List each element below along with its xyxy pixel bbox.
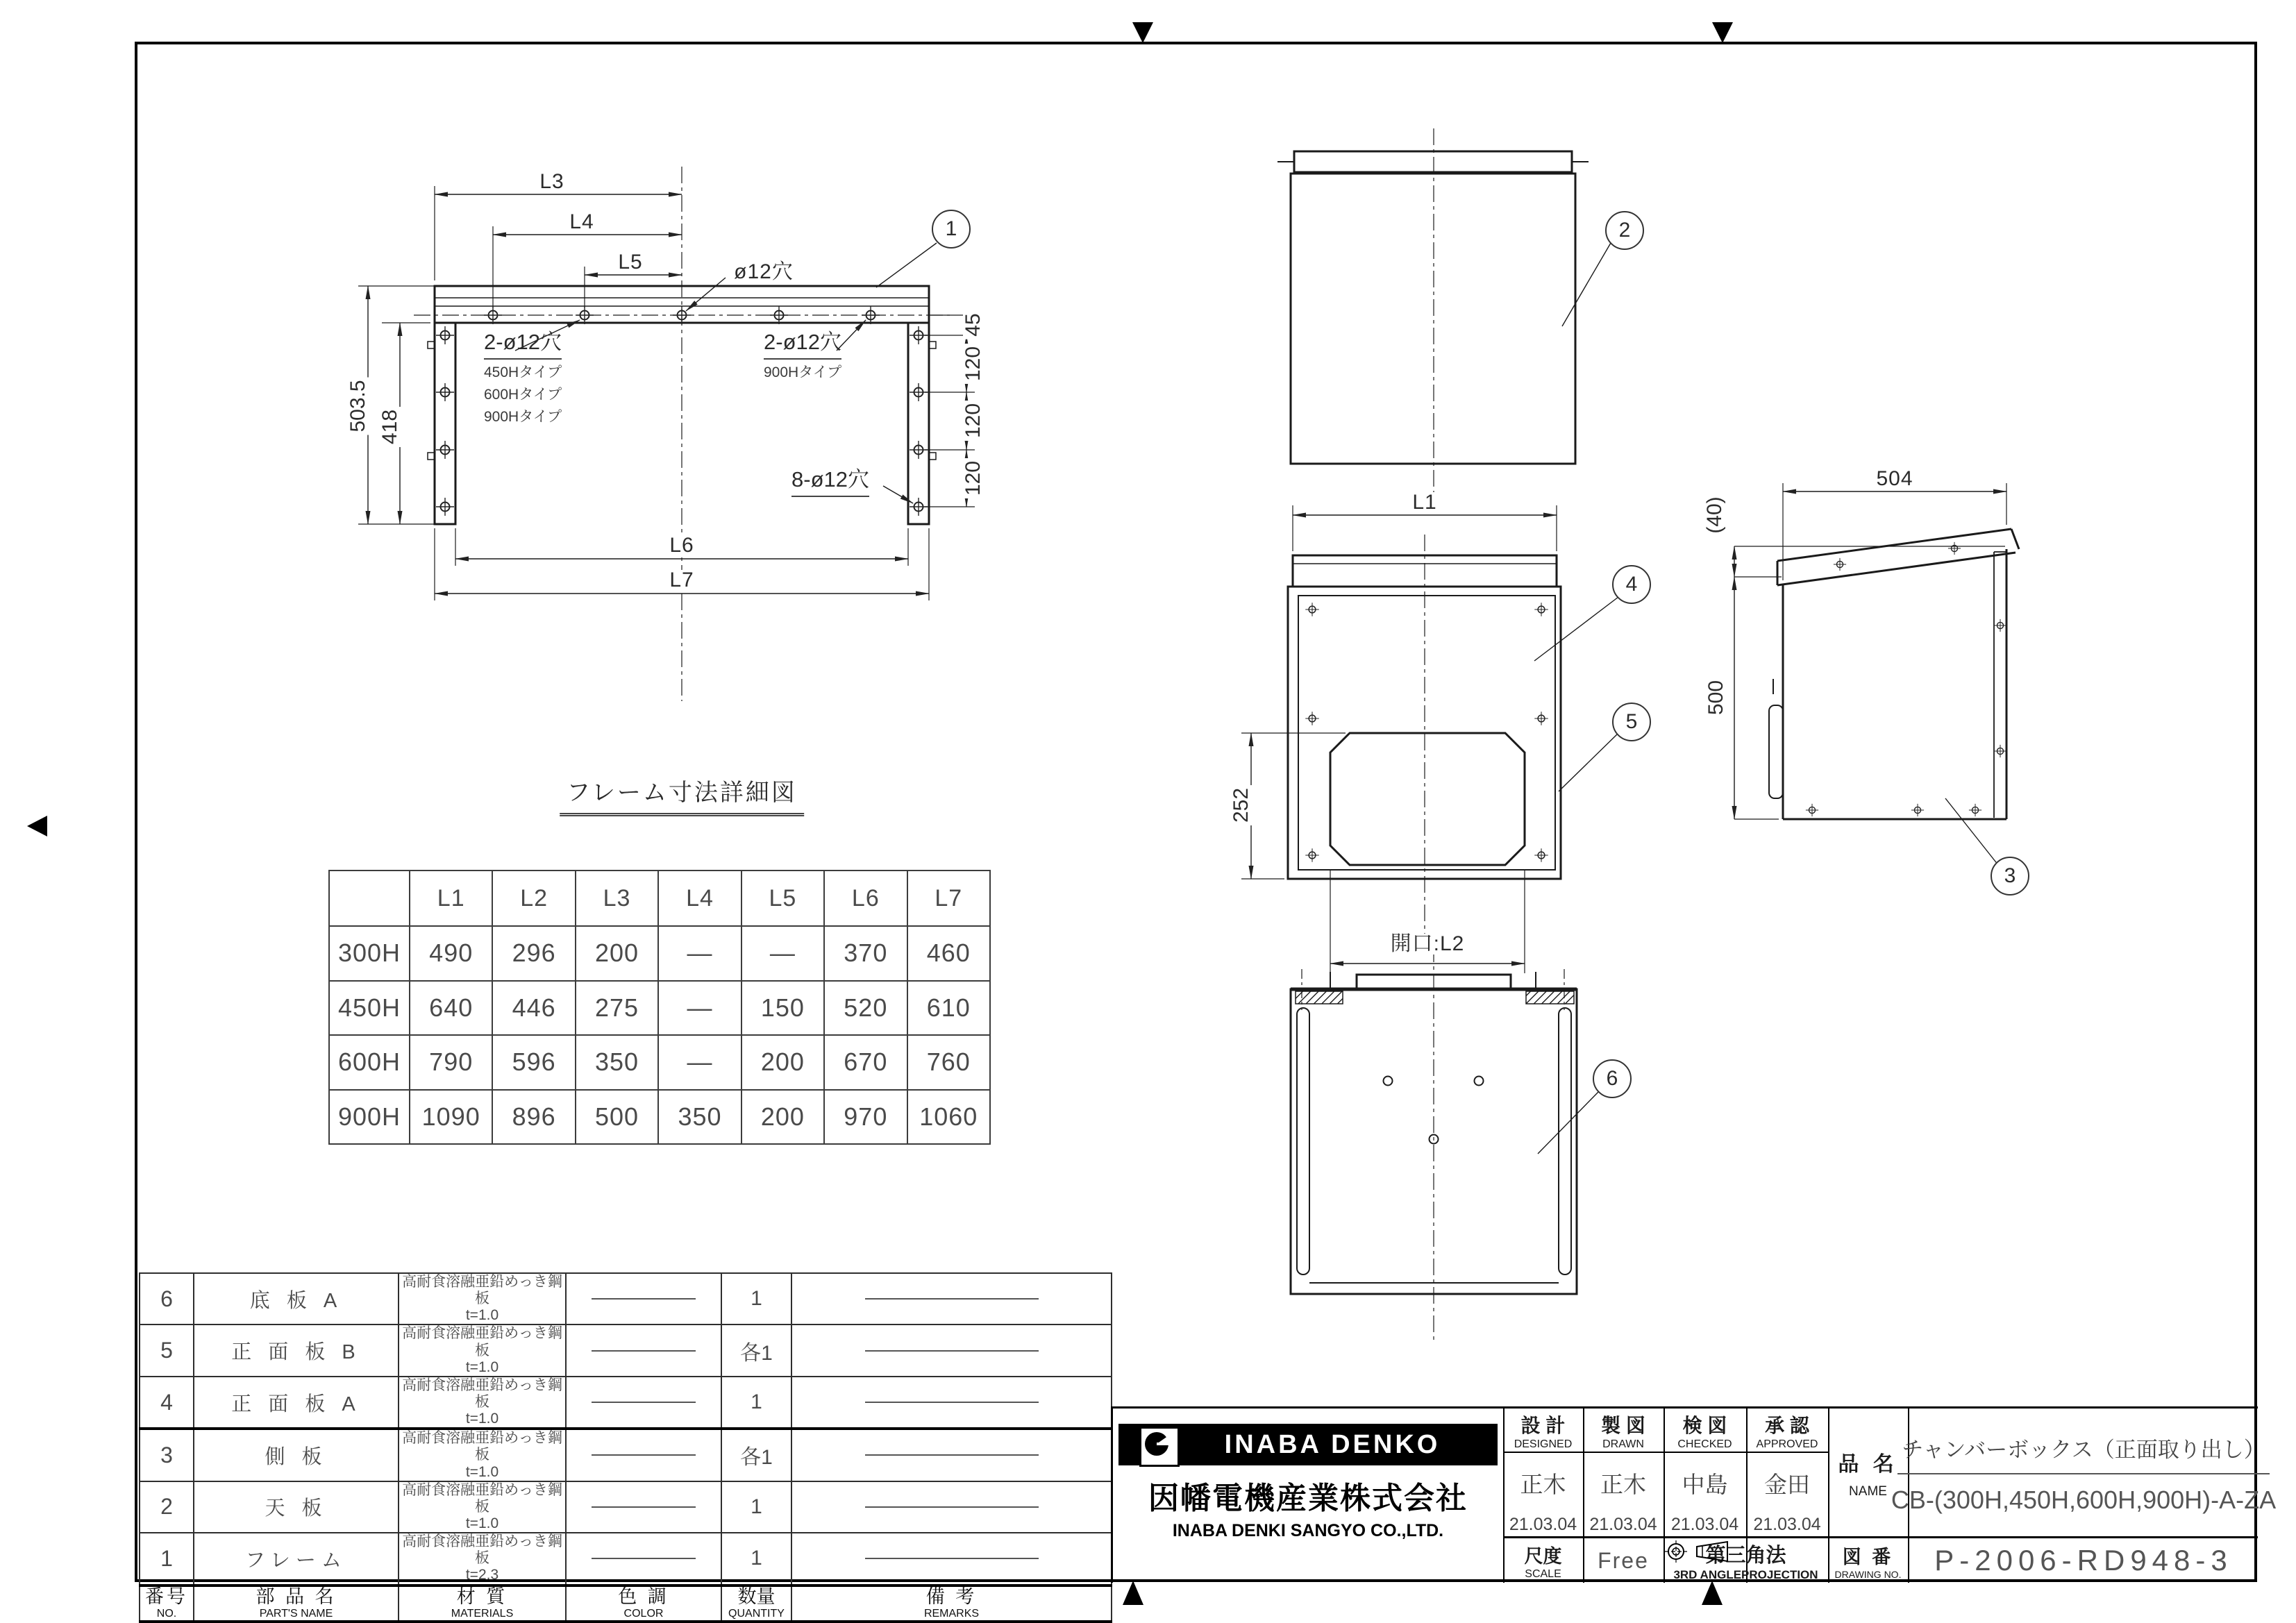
size-cell: 370 xyxy=(824,926,907,981)
part-thickness: t=2.3 xyxy=(465,1567,499,1583)
size-cell: ― xyxy=(658,926,741,981)
dim-label-l4: L4 xyxy=(567,212,596,233)
name-text: 正木 xyxy=(1520,1472,1566,1497)
hdr-en: DRAWN xyxy=(1602,1438,1644,1450)
product-code: CB-(300H,450H,600H,900H)-A-ZA xyxy=(1891,1485,2277,1514)
size-col-header: L4 xyxy=(658,871,741,926)
dash-line xyxy=(865,1402,1039,1403)
part-color xyxy=(566,1273,721,1325)
hole-callout-top: ø12穴 xyxy=(731,262,796,283)
part-remarks xyxy=(791,1429,1112,1481)
size-col-header: L1 xyxy=(410,871,492,926)
scale-label xyxy=(1503,1538,1583,1583)
dash-line xyxy=(865,1350,1039,1352)
approved-name xyxy=(1746,1464,1828,1502)
part-material xyxy=(399,1481,566,1533)
date-text: 21.03.04 xyxy=(1509,1514,1577,1534)
dwgno-label xyxy=(1828,1538,1908,1583)
callout-right-title: 2-ø12穴 xyxy=(764,329,841,360)
dim-label-418: 418 xyxy=(380,407,401,447)
size-cell: 200 xyxy=(576,926,658,981)
size-cell: 500 xyxy=(576,1090,658,1145)
callout-left-type: 600Hタイプ xyxy=(484,387,562,403)
header-checked xyxy=(1664,1410,1746,1452)
scale-value-text: Free xyxy=(1598,1547,1649,1573)
part-material xyxy=(399,1533,566,1585)
size-cell: 610 xyxy=(907,981,990,1036)
date-text: 21.03.04 xyxy=(1589,1514,1657,1534)
hdr-jp: 部 品 名 xyxy=(255,1586,337,1607)
header-drawn xyxy=(1583,1410,1664,1452)
parts-row-6 xyxy=(140,1273,1112,1325)
product-name: チャンバーボックス（正面取り出し） xyxy=(1897,1432,2270,1474)
scale-jp: 尺度 xyxy=(1524,1545,1562,1567)
hdr-jp: 承 認 xyxy=(1765,1415,1809,1436)
part-no: 2 xyxy=(140,1481,194,1533)
part-thickness: t=1.0 xyxy=(465,1359,499,1375)
part-qty: 各1 xyxy=(721,1325,791,1376)
part-qty: 1 xyxy=(721,1533,791,1585)
hdr-jp: 検 図 xyxy=(1682,1415,1727,1436)
part-material-text: 高耐食溶融亜鉛めっき鋼板 xyxy=(402,1481,562,1515)
part-no: 3 xyxy=(140,1429,194,1481)
hdr-jp: 設 計 xyxy=(1520,1415,1566,1436)
size-cell: 640 xyxy=(410,981,492,1036)
dim-label-l6: L6 xyxy=(667,535,696,556)
name-label-jp: 品 名 xyxy=(1838,1453,1898,1476)
checked-name xyxy=(1664,1464,1746,1502)
balloon-6: 6 xyxy=(1593,1059,1632,1098)
part-name: 底 板 A xyxy=(194,1273,399,1325)
size-cell: 200 xyxy=(741,1090,824,1145)
part-color xyxy=(566,1377,721,1429)
size-col-header: L6 xyxy=(824,871,907,926)
callout-right xyxy=(764,329,841,382)
top-view xyxy=(1277,128,1611,507)
parts-header-remarks xyxy=(791,1586,1112,1622)
part-remarks xyxy=(791,1325,1112,1376)
projection-en: 3RD ANGLEPROJECTION xyxy=(1673,1567,1818,1581)
part-no: 5 xyxy=(140,1325,194,1376)
checked-date xyxy=(1664,1513,1746,1536)
size-col-header: L7 xyxy=(907,871,990,926)
hdr-jp: 番号 xyxy=(145,1586,188,1607)
size-cell: 350 xyxy=(658,1090,741,1145)
hdr-jp: 備 考 xyxy=(925,1586,978,1607)
size-col-header: L2 xyxy=(492,871,575,926)
parts-header-color xyxy=(566,1586,721,1622)
dash-line xyxy=(865,1506,1039,1508)
part-material xyxy=(399,1273,566,1325)
hdr-en: REMARKS xyxy=(923,1608,980,1620)
size-cell: 670 xyxy=(824,1035,907,1090)
size-row-450h xyxy=(329,981,990,1036)
size-cell: 490 xyxy=(410,926,492,981)
dim-label-120: 120 xyxy=(963,401,984,441)
size-cell: 790 xyxy=(410,1035,492,1090)
designed-date xyxy=(1503,1513,1583,1536)
scale-en: SCALE xyxy=(1525,1567,1561,1580)
size-col-header: L3 xyxy=(576,871,658,926)
size-cell: ― xyxy=(741,926,824,981)
size-cell: 596 xyxy=(492,1035,575,1090)
size-cell: 350 xyxy=(576,1035,658,1090)
hdr-jp: 材 質 xyxy=(456,1586,508,1607)
callout-bottom xyxy=(791,466,869,497)
part-remarks xyxy=(791,1273,1112,1325)
parts-row-2 xyxy=(140,1481,1112,1533)
dash-line xyxy=(592,1558,696,1559)
part-color xyxy=(566,1481,721,1533)
size-cell: 520 xyxy=(824,981,907,1036)
parts-row-3 xyxy=(140,1429,1112,1481)
balloon-3: 3 xyxy=(1991,857,2029,895)
hdr-en: CHECKED xyxy=(1677,1438,1732,1450)
drawing-number-cell xyxy=(1909,1538,2258,1583)
part-remarks xyxy=(791,1481,1112,1533)
product-name-cell xyxy=(1891,1408,2277,1538)
size-cell: 275 xyxy=(576,981,658,1036)
dim-label-l3: L3 xyxy=(537,171,567,192)
hdr-en: MATERIALS xyxy=(451,1608,514,1620)
company-jp-text: 因幡電機産業株式会社 xyxy=(1148,1481,1468,1515)
size-cell: 200 xyxy=(741,1035,824,1090)
parts-row-5 xyxy=(140,1325,1112,1376)
part-name: 正 面 板 A xyxy=(194,1377,399,1429)
size-col-header: L5 xyxy=(741,871,824,926)
projection-jp: 第三角法 xyxy=(1705,1544,1786,1567)
part-qty: 1 xyxy=(721,1481,791,1533)
inaba-logo-icon xyxy=(1139,1427,1180,1467)
dwgno-jp: 図 番 xyxy=(1842,1546,1894,1567)
size-cell: 460 xyxy=(907,926,990,981)
size-row-label: 900H xyxy=(329,1090,410,1145)
part-qty: 各1 xyxy=(721,1429,791,1481)
part-thickness: t=1.0 xyxy=(465,1411,499,1427)
name-text: 正木 xyxy=(1600,1472,1646,1497)
part-material-text: 高耐食溶融亜鉛めっき鋼板 xyxy=(402,1430,562,1463)
balloon-4: 4 xyxy=(1612,565,1651,604)
part-color xyxy=(566,1533,721,1585)
size-row-label: 300H xyxy=(329,926,410,981)
frame-detail-view xyxy=(358,167,975,701)
callout-left-title: 2-ø12穴 xyxy=(484,329,562,360)
dim-label-120: 120 xyxy=(963,458,984,498)
name-text: 金田 xyxy=(1764,1472,1810,1497)
side-view xyxy=(1734,483,2019,865)
balloon-1: 1 xyxy=(932,210,971,249)
frame-view-caption: フレーム寸法詳細図 xyxy=(560,773,804,816)
size-cell: 296 xyxy=(492,926,575,981)
size-row-900h xyxy=(329,1090,990,1145)
part-color xyxy=(566,1325,721,1376)
callout-left xyxy=(484,329,562,427)
header-designed xyxy=(1503,1410,1583,1452)
size-cell: ― xyxy=(658,981,741,1036)
drawing-number: P-2006-RD948-3 xyxy=(1934,1544,2233,1576)
company-en-text: INABA DENKI SANGYO CO.,LTD. xyxy=(1172,1520,1444,1540)
inaba-denko-logo-text: INABA DENKO xyxy=(1224,1429,1441,1459)
size-cell: 1060 xyxy=(907,1090,990,1145)
date-text: 21.03.04 xyxy=(1670,1514,1739,1534)
size-table-corner xyxy=(329,871,410,926)
drawn-name xyxy=(1583,1464,1664,1502)
date-text: 21.03.04 xyxy=(1753,1514,1821,1534)
callout-right-type: 900Hタイプ xyxy=(764,364,842,380)
hdr-jp: 色 調 xyxy=(618,1586,669,1607)
part-qty: 1 xyxy=(721,1273,791,1325)
hdr-jp: 数量 xyxy=(737,1586,776,1607)
part-material xyxy=(399,1429,566,1481)
part-color xyxy=(566,1429,721,1481)
scale-value xyxy=(1583,1538,1664,1583)
dim-label-opening-l2: 開口:L2 xyxy=(1388,934,1468,955)
parts-row-4 xyxy=(140,1377,1112,1429)
dim-label-l7: L7 xyxy=(667,570,696,591)
drawn-date xyxy=(1583,1513,1664,1536)
dim-label-503-5: 503.5 xyxy=(348,377,369,435)
hdr-jp: 製 図 xyxy=(1601,1415,1645,1436)
part-remarks xyxy=(791,1377,1112,1429)
title-block xyxy=(1111,1406,2277,1583)
parts-header-row xyxy=(140,1586,1112,1622)
dim-label-504: 504 xyxy=(1873,469,1916,489)
part-no: 1 xyxy=(140,1533,194,1585)
size-row-300h xyxy=(329,926,990,981)
part-thickness: t=1.0 xyxy=(465,1307,499,1324)
size-cell: 446 xyxy=(492,981,575,1036)
size-cell: 760 xyxy=(907,1035,990,1090)
part-no: 4 xyxy=(140,1377,194,1429)
company-name-en xyxy=(1113,1518,1503,1543)
dim-label-120: 120 xyxy=(963,344,984,384)
dim-label-40: (40) xyxy=(1704,494,1725,536)
part-material xyxy=(399,1325,566,1376)
parts-header-no xyxy=(140,1586,194,1622)
name-text: 中島 xyxy=(1682,1472,1728,1497)
parts-table xyxy=(139,1272,1112,1623)
designed-name xyxy=(1503,1464,1583,1502)
dash-line xyxy=(865,1558,1039,1559)
part-name: フレーム xyxy=(194,1533,399,1585)
dwgno-en: DRAWING NO. xyxy=(1834,1568,1902,1580)
name-label xyxy=(1828,1408,1908,1538)
size-row-label: 450H xyxy=(329,981,410,1036)
parts-header-qty xyxy=(721,1586,791,1622)
company-name-jp xyxy=(1113,1474,1503,1516)
dim-label-l1: L1 xyxy=(1409,492,1439,513)
part-material-text: 高耐食溶融亜鉛めっき鋼板 xyxy=(402,1377,562,1410)
size-cell: 150 xyxy=(741,981,824,1036)
dash-line xyxy=(865,1298,1039,1300)
parts-header-material xyxy=(399,1586,566,1622)
dim-label-252: 252 xyxy=(1231,785,1252,825)
part-thickness: t=1.0 xyxy=(465,1463,499,1480)
part-material-text: 高耐食溶融亜鉛めっき鋼板 xyxy=(402,1325,562,1359)
part-material xyxy=(399,1377,566,1429)
balloon-2: 2 xyxy=(1605,211,1644,250)
dim-label-l5: L5 xyxy=(615,252,645,273)
size-cell: 970 xyxy=(824,1090,907,1145)
dash-line xyxy=(592,1454,696,1456)
part-thickness: t=1.0 xyxy=(465,1515,499,1531)
size-cell: 896 xyxy=(492,1090,575,1145)
part-name: 側 板 xyxy=(194,1429,399,1481)
front-view xyxy=(1241,505,1618,973)
hdr-en: DESIGNED xyxy=(1514,1438,1573,1450)
hdr-en: COLOR xyxy=(623,1608,664,1620)
name-label-en: NAME xyxy=(1849,1484,1887,1499)
size-row-label: 600H xyxy=(329,1035,410,1090)
hdr-en: QUANTITY xyxy=(728,1608,785,1620)
hdr-en: PART'S NAME xyxy=(259,1608,333,1620)
hdr-en: NO. xyxy=(156,1608,177,1620)
part-qty: 1 xyxy=(721,1377,791,1429)
callout-left-type: 450Hタイプ xyxy=(484,364,562,380)
parts-row-1 xyxy=(140,1533,1112,1585)
size-row-600h xyxy=(329,1035,990,1090)
part-material-text: 高耐食溶融亜鉛めっき鋼板 xyxy=(402,1274,562,1307)
bottom-view xyxy=(1291,945,1600,1341)
parts-header-name xyxy=(194,1586,399,1622)
callout-bottom-title: 8-ø12穴 xyxy=(791,466,869,497)
part-name: 正 面 板 B xyxy=(194,1325,399,1376)
part-remarks xyxy=(791,1533,1112,1585)
third-angle-projection-icon xyxy=(1664,1538,1733,1565)
dash-line xyxy=(592,1350,696,1352)
part-no: 6 xyxy=(140,1273,194,1325)
hdr-en: APPROVED xyxy=(1756,1438,1818,1450)
size-cell: 1090 xyxy=(410,1090,492,1145)
size-cell: ― xyxy=(658,1035,741,1090)
size-table xyxy=(328,870,991,1145)
header-approved xyxy=(1746,1410,1828,1452)
approved-date xyxy=(1746,1513,1828,1536)
callout-left-type: 900Hタイプ xyxy=(484,409,562,426)
dim-label-45: 45 xyxy=(963,310,984,339)
dash-line xyxy=(592,1298,696,1300)
dim-label-500: 500 xyxy=(1706,678,1727,718)
dash-line xyxy=(592,1506,696,1508)
dash-line xyxy=(592,1402,696,1403)
projection-cell xyxy=(1664,1538,1828,1583)
part-material-text: 高耐食溶融亜鉛めっき鋼板 xyxy=(402,1533,562,1567)
balloon-5: 5 xyxy=(1612,703,1651,741)
dash-line xyxy=(865,1454,1039,1456)
part-name: 天 板 xyxy=(194,1481,399,1533)
